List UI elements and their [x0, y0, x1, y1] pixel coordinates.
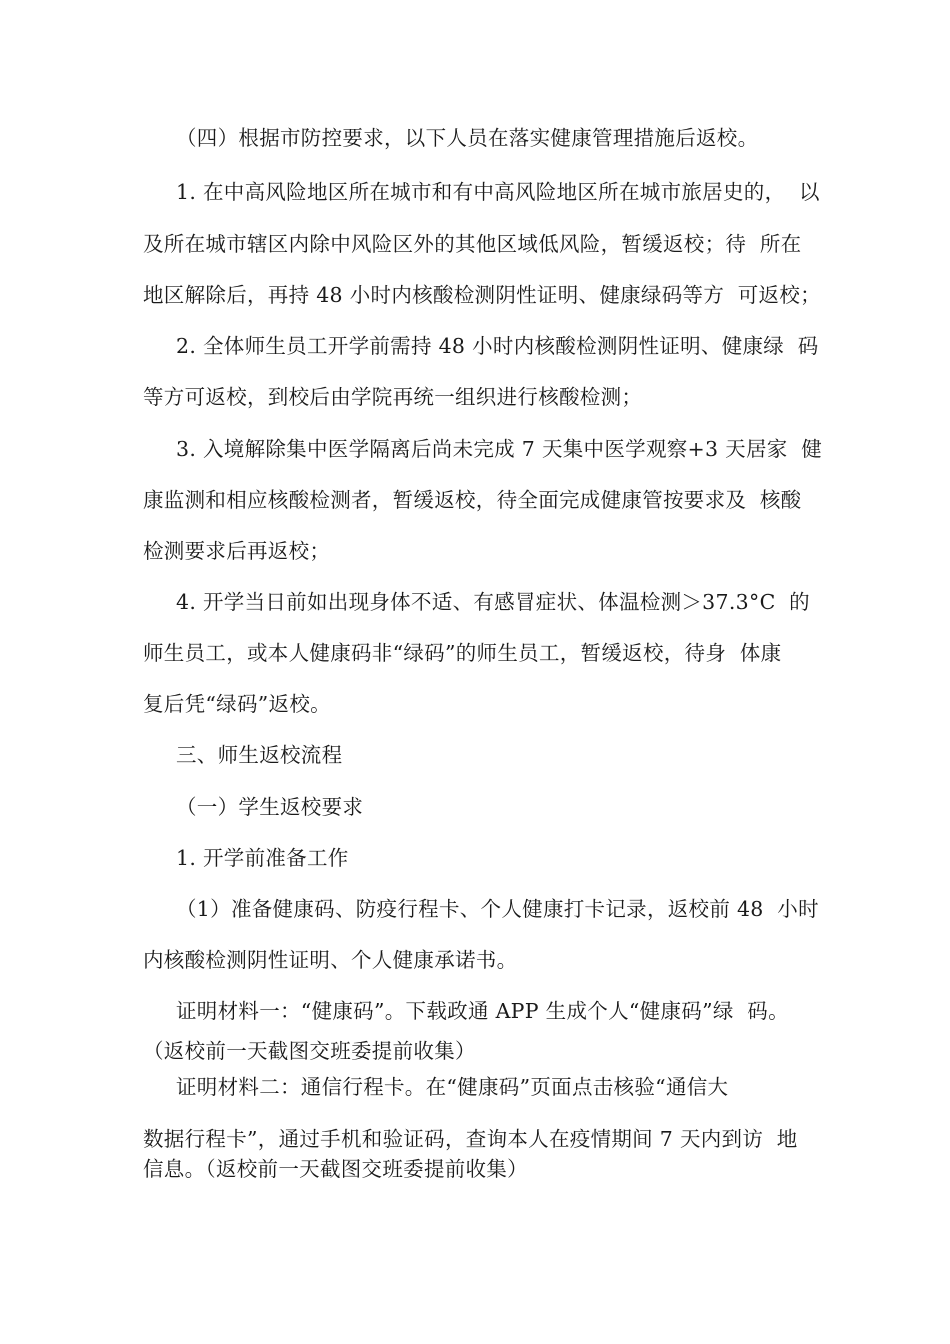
subsection-item-1-heading: 1. 开学前准备工作: [176, 846, 349, 870]
proof-material-2-line-1: 证明材料二：通信行程卡。在“健康码”页面点击核验“通信大: [176, 1075, 729, 1099]
paragraph-sub-1-line-2: 内核酸检测阴性证明、个人健康承诺书。: [143, 948, 518, 972]
paragraph-item-3-line-3: 检测要求后再返校；: [143, 539, 331, 563]
proof-material-2-line-2: 数据行程卡”，通过手机和验证码，查询本人在疫情期间 7 天内到访 地: [143, 1127, 798, 1151]
proof-material-1-line-1: 证明材料一：“健康码”。下载政通 APP 生成个人“健康码”绿 码。: [176, 999, 789, 1023]
proof-material-2-line-3: 信息。（返校前一天截图交班委提前收集）: [143, 1157, 528, 1181]
paragraph-item-1-line-1: 1. 在中高风险地区所在城市和有中高风险地区所在城市旅居史的， 以: [176, 180, 820, 204]
paragraph-item-4-line-2: 师生员工，或本人健康码非“绿码”的师生员工，暂缓返校，待身 体康: [143, 641, 782, 665]
paragraph-section-4-heading: （四）根据市防控要求，以下人员在落实健康管理措施后返校。: [176, 126, 759, 150]
paragraph-item-4-line-1: 4. 开学当日前如出现身体不适、有感冒症状、体温检测＞37.3°C 的: [176, 590, 810, 614]
paragraph-item-3-line-2: 康监测和相应核酸检测者，暂缓返校，待全面完成健康管按要求及 核酸: [143, 488, 802, 512]
paragraph-item-2-line-2: 等方可返校，到校后由学院再统一组织进行核酸检测；: [143, 385, 643, 409]
paragraph-sub-1-line-1: （1）准备健康码、防疫行程卡、个人健康打卡记录，返校前 48 小时: [176, 897, 819, 921]
subsection-1-heading: （一）学生返校要求: [176, 795, 364, 819]
paragraph-item-3-line-1: 3. 入境解除集中医学隔离后尚未完成 7 天集中医学观察+3 天居家 健: [176, 437, 823, 461]
paragraph-item-4-line-3: 复后凭“绿码”返校。: [143, 692, 331, 716]
paragraph-item-1-line-2: 及所在城市辖区内除中风险区外的其他区域低风险，暂缓返校；待 所在: [143, 232, 802, 256]
paragraph-item-1-line-3: 地区解除后，再持 48 小时内核酸检测阴性证明、健康绿码等方 可返校；: [143, 283, 821, 307]
proof-material-1-line-2: （返校前一天截图交班委提前收集）: [143, 1039, 476, 1063]
section-3-heading: 三、师生返校流程: [176, 743, 343, 767]
paragraph-item-2-line-1: 2. 全体师生员工开学前需持 48 小时内核酸检测阴性证明、健康绿 码: [176, 334, 819, 358]
